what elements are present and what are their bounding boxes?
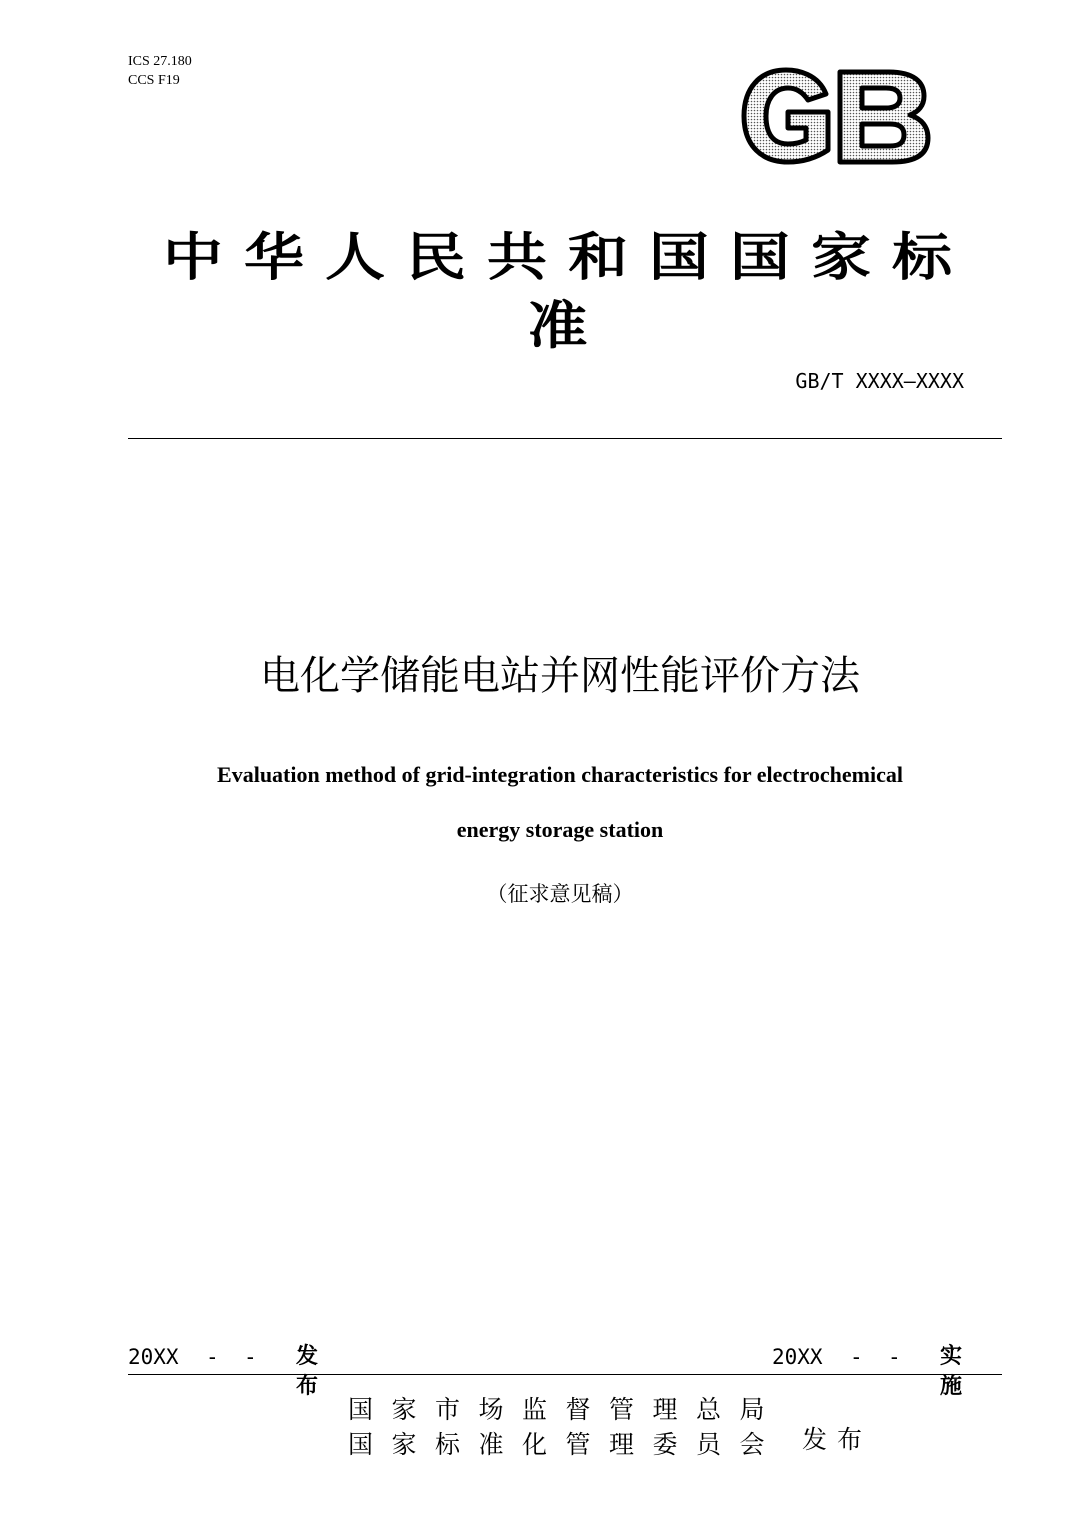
issue-label: 发布 — [296, 1344, 319, 1399]
bottom-divider — [128, 1374, 1002, 1375]
implementation-year: 20XX — [772, 1345, 823, 1369]
draft-status-note: （征求意见稿） — [486, 882, 634, 906]
national-standard-title — [128, 227, 1008, 357]
title-char: 中华人民共和国国家标准 — [163, 227, 973, 357]
ccs-code: CCS F19 — [128, 73, 180, 88]
issuer-samr: 国家市场监督管理总局 — [348, 1395, 784, 1424]
top-divider — [128, 438, 1002, 439]
issue-year: 20XX — [128, 1345, 179, 1369]
implementation-month-dash: - — [850, 1345, 863, 1369]
ics-code: ICS 27.180 — [128, 54, 192, 69]
title-english-line-1: Evaluation method of grid-integration characteristics for electrochemical — [217, 762, 903, 787]
title-english-line-2: energy storage station — [456, 817, 664, 842]
publish-label: 发布 — [802, 1425, 873, 1454]
implementation-day-dash: - — [888, 1345, 901, 1369]
issue-month-dash: - — [206, 1345, 219, 1369]
title-chinese: 电化学储能电站并网性能评价方法 — [260, 653, 860, 699]
issue-day-dash: - — [244, 1345, 257, 1369]
implementation-label: 实施 — [940, 1344, 963, 1399]
gb-logo-icon — [738, 64, 934, 168]
classification-codes — [128, 52, 192, 90]
issuer-sac: 国家标准化管理委员会 — [348, 1430, 784, 1459]
standard-number: GB/T XXXX—XXXX — [795, 369, 964, 393]
